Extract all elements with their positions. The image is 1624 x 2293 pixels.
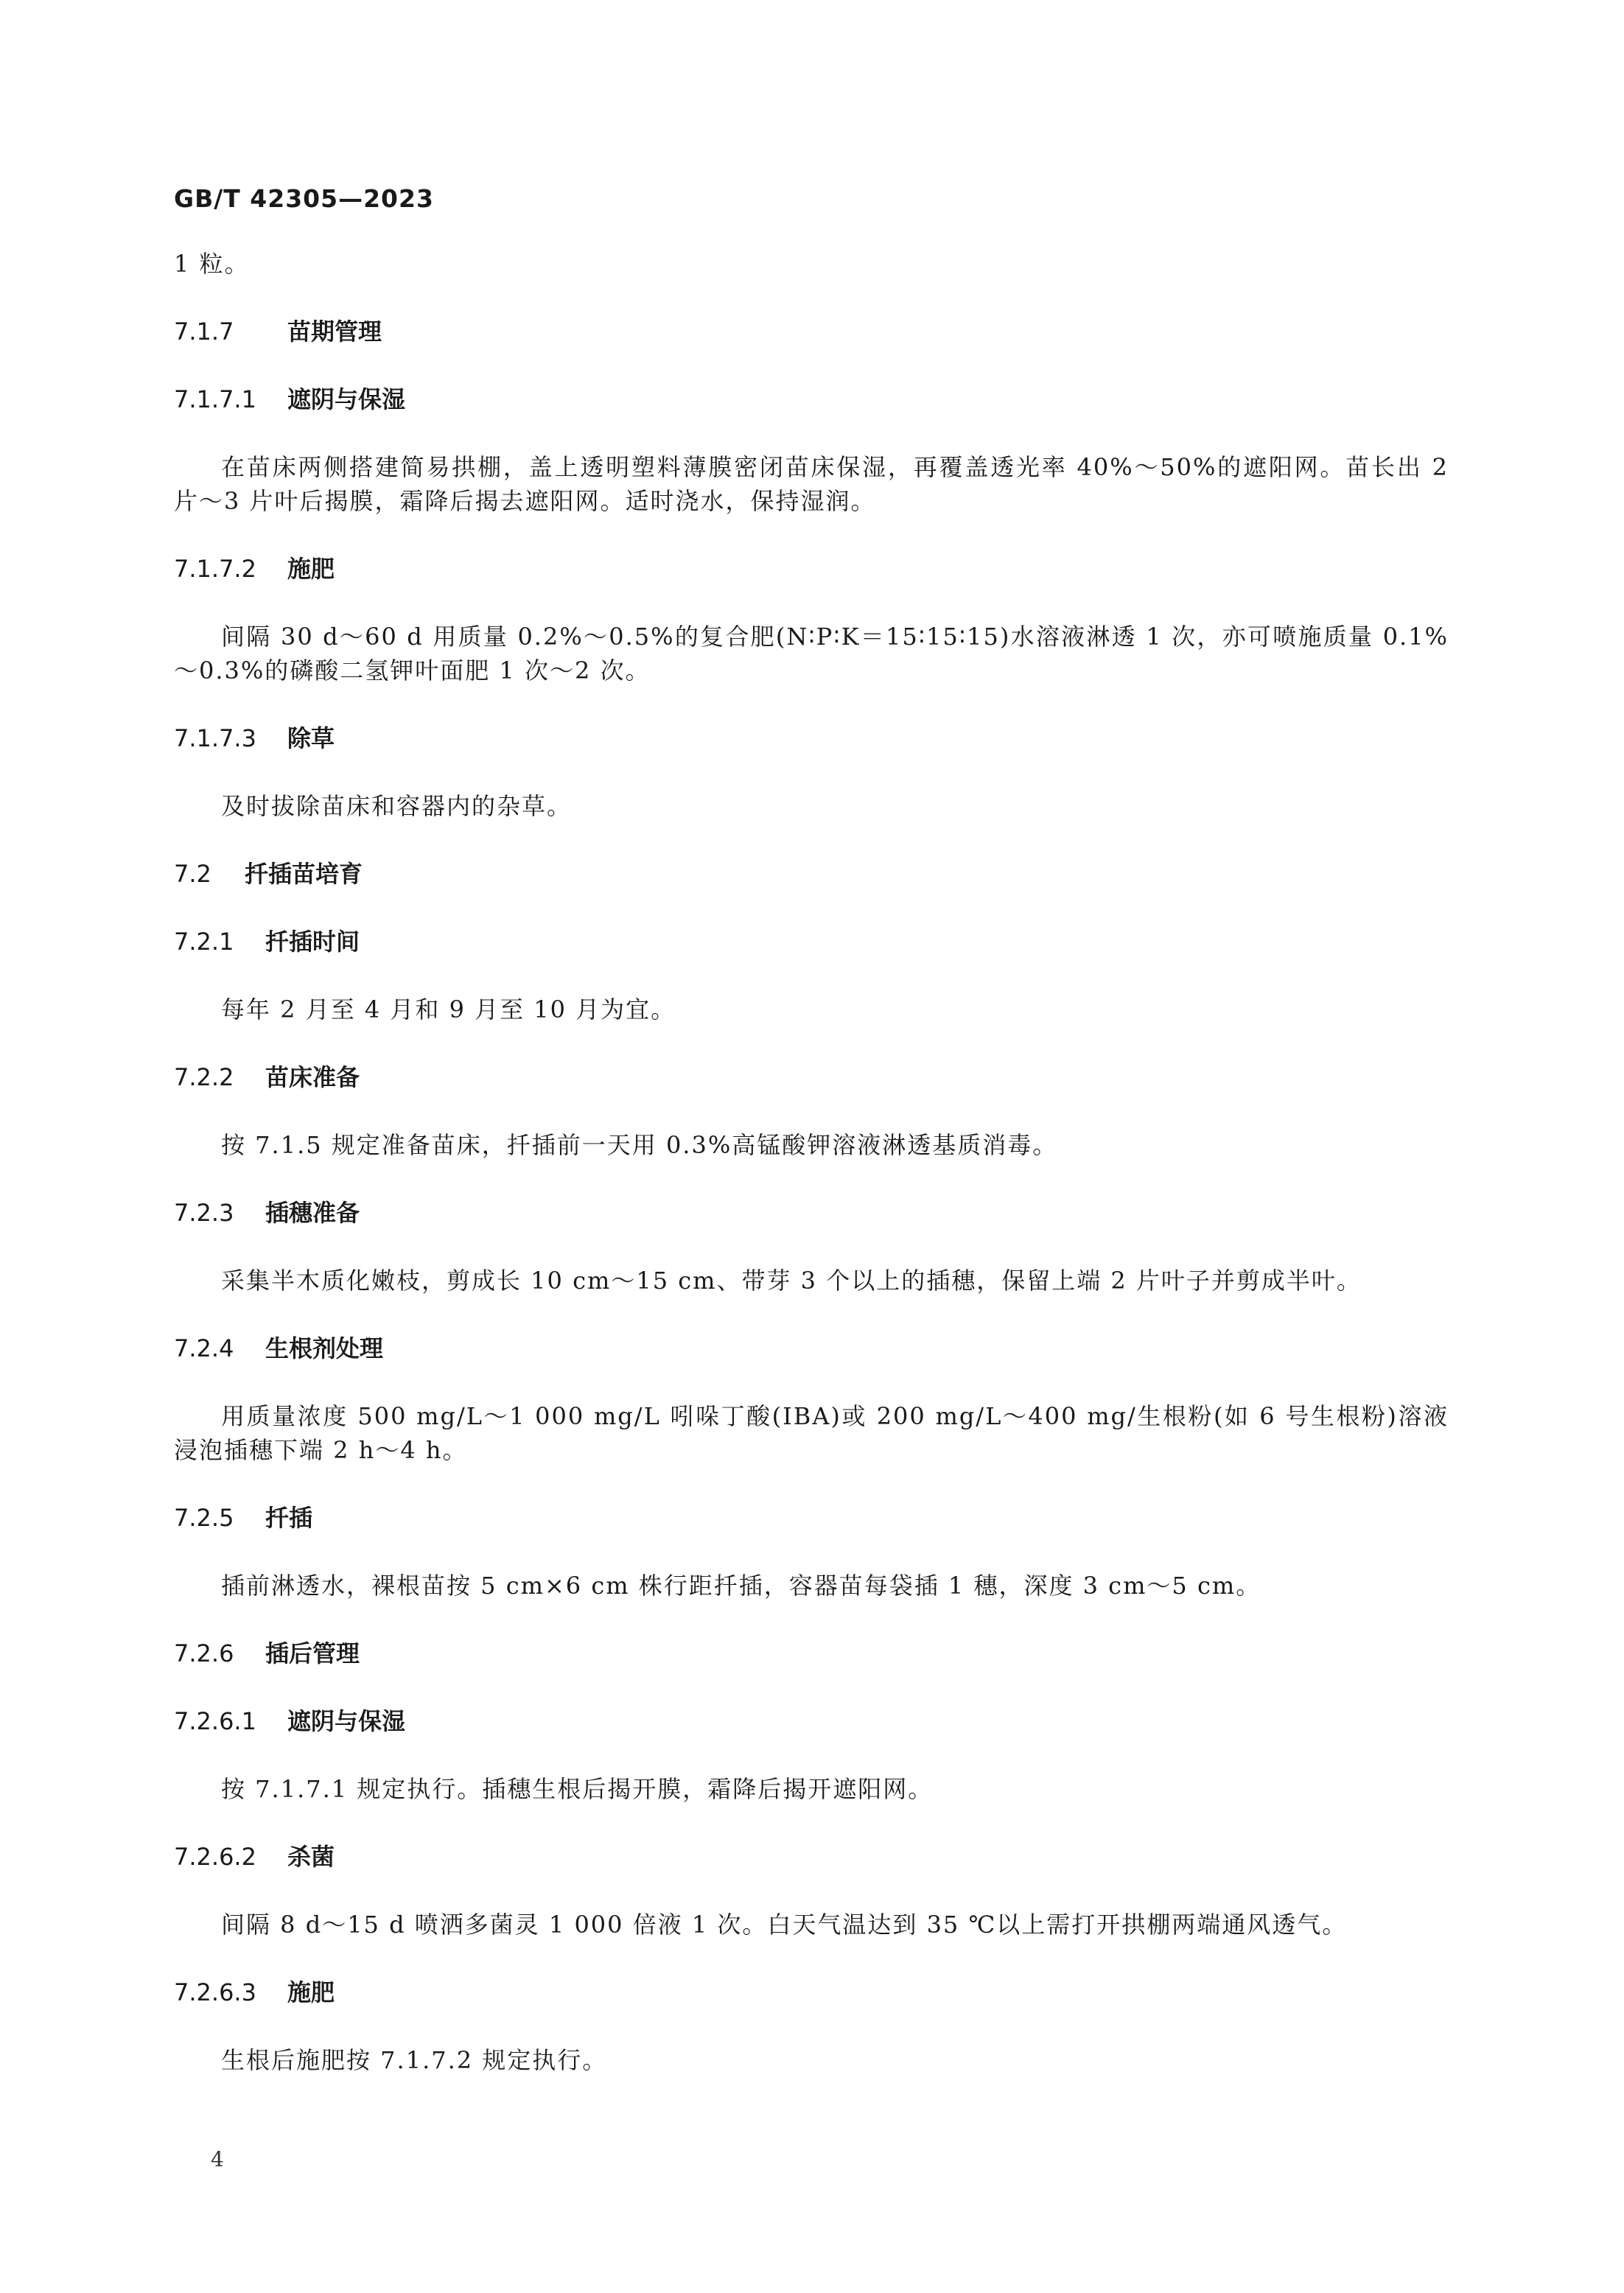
document-body (174, 247, 1449, 2077)
page-number: 4 (211, 2147, 224, 2171)
body-paragraph: 采集半木质化嫩枝，剪成长 10 cm～15 cm、带芽 3 个以上的插穗，保留上端 2 片叶子并剪成半叶。 (221, 1267, 1362, 1295)
section-heading (174, 315, 1449, 349)
body-paragraph: 按 7.1.7.1 规定执行。插穗生根后揭开膜，霜降后揭开遮阳网。 (221, 1775, 934, 1803)
section-heading (174, 857, 1449, 891)
section-title: 施肥 (287, 1978, 335, 2006)
section-heading (174, 1704, 1449, 1738)
section-heading (174, 1636, 1449, 1670)
section-heading (174, 721, 1449, 755)
section-title: 插后管理 (265, 1639, 360, 1667)
section-number: 7.2.6 (174, 1639, 234, 1667)
body-paragraph: 按 7.1.5 规定准备苗床，扦插前一天用 0.3%高锰酸钾溶液淋透基质消毒。 (221, 1131, 1058, 1159)
continued-text-line: 1 粒。 (174, 250, 250, 278)
body-paragraph: 插前淋透水，裸根苗按 5 cm×6 cm 株行距扦插，容器苗每袋插 1 穗，深度 3 cm～5 cm。 (221, 1572, 1261, 1600)
section-title: 苗床准备 (265, 1063, 360, 1091)
body-paragraph: 每年 2 月至 4 月和 9 月至 10 月为宜。 (221, 995, 676, 1023)
body-paragraph: 生根后施肥按 7.1.7.2 规定执行。 (221, 2046, 608, 2074)
section-number: 7.2.2 (174, 1063, 234, 1091)
body-paragraph: 间隔 8 d～15 d 喷洒多菌灵 1 000 倍液 1 次。白天气温达到 35 ℃以上需打开拱棚两端通风透气。 (221, 1911, 1348, 1939)
section-title: 遮阴与保湿 (287, 1707, 406, 1735)
body-paragraph: 在苗床两侧搭建简易拱棚，盖上透明塑料薄膜密闭苗床保湿，再覆盖透光率 40%～50%的遮阳网。苗长出 2 片～3 片叶后揭膜，霜降后揭去遮阳网。适时浇水，保持湿润。 (174, 453, 1449, 515)
section-title: 杀菌 (287, 1843, 335, 1871)
section-title: 苗期管理 (287, 318, 382, 346)
section-number: 7.2.6.1 (174, 1707, 256, 1735)
document-page (174, 184, 1449, 2111)
section-number: 7.1.7.3 (174, 724, 256, 752)
section-number: 7.2.6.3 (174, 1978, 256, 2006)
section-number: 7.2.1 (174, 928, 234, 956)
section-title: 扦插苗培育 (245, 860, 363, 888)
standard-code-header: GB/T 42305—2023 (174, 184, 434, 213)
section-heading (174, 382, 1449, 416)
section-title: 施肥 (287, 555, 335, 583)
section-number: 7.1.7 (174, 318, 234, 346)
section-heading (174, 925, 1449, 959)
section-number: 7.2.6.2 (174, 1843, 256, 1871)
body-paragraph: 用质量浓度 500 mg/L～1 000 mg/L 吲哚丁酸(IBA)或 200 mg/L～400 mg/生根粉(如 6 号生根粉)溶液浸泡插穗下端 2 h～4 h。 (174, 1402, 1449, 1464)
section-heading (174, 1840, 1449, 1874)
section-number: 7.2.5 (174, 1504, 234, 1532)
section-title: 扦插时间 (265, 928, 360, 956)
section-heading (174, 1060, 1449, 1094)
section-number: 7.2 (174, 860, 211, 888)
body-paragraph: 及时拔除苗床和容器内的杂草。 (221, 792, 573, 820)
section-number: 7.1.7.1 (174, 385, 256, 413)
section-number: 7.2.3 (174, 1199, 234, 1227)
section-heading (174, 1331, 1449, 1365)
section-title: 遮阴与保湿 (287, 385, 406, 413)
section-title: 插穗准备 (265, 1199, 360, 1227)
section-title: 扦插 (265, 1504, 313, 1532)
section-title: 生根剂处理 (265, 1334, 384, 1362)
section-heading (174, 1196, 1449, 1230)
section-heading (174, 1501, 1449, 1535)
section-title: 除草 (287, 724, 335, 752)
section-number: 7.1.7.2 (174, 555, 256, 583)
section-number: 7.2.4 (174, 1334, 234, 1362)
body-paragraph: 间隔 30 d～60 d 用质量 0.2%～0.5%的复合肥(N∶P∶K＝15∶15∶15)水溶液淋透 1 次，亦可喷施质量 0.1%～0.3%的磷酸二氢钾叶面肥 1 次～2 次。 (174, 623, 1449, 685)
section-heading (174, 1975, 1449, 2009)
section-heading (174, 552, 1449, 586)
